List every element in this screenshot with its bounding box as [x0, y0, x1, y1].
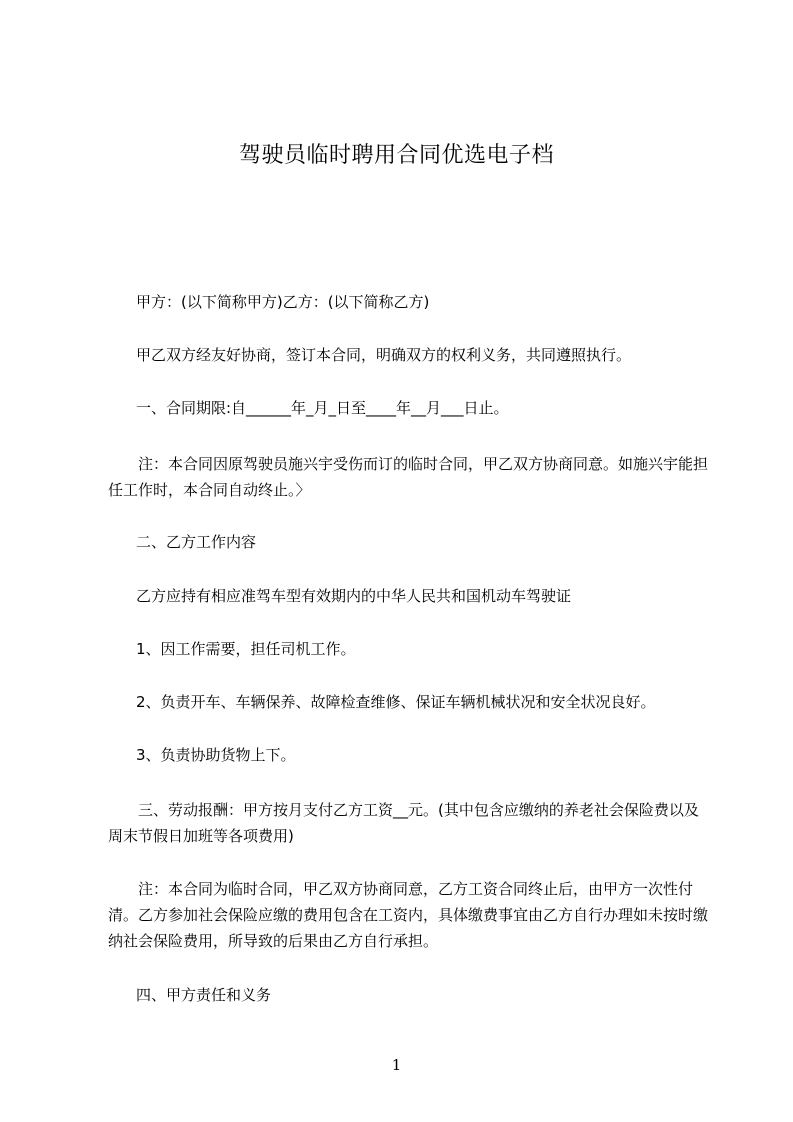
heading-work-content: 二、乙方工作内容: [136, 533, 257, 551]
document-title: 驾驶员临时聘用合同优选电子档: [238, 143, 554, 168]
paragraph-license: 乙方应持有相应准驾车型有效期内的中华人民共和国机动车驾驶证: [136, 587, 572, 605]
paragraph-remuneration-note: 注：本合同为临时合同，甲乙双方协商同意，乙方工资合同终止后，由甲方一次性付清。乙方参加社会保险应缴的费用包含在工资内，具体缴费事宜由乙方自行办理如未按时缴纳社会保险费用，所导致的后果由乙方自行承担。: [108, 880, 709, 950]
page-number: 1: [391, 1056, 402, 1074]
paragraph-parties: 甲方：(以下简称甲方)乙方：(以下简称乙方): [136, 293, 430, 311]
heading-party-a-duties: 四、甲方责任和义务: [136, 986, 272, 1004]
paragraph-contract-term: 一、合同期限:自______年_月_日至____年__月___日止。: [136, 399, 509, 417]
list-item-duty-2: 2、负责开车、车辆保养、故障检查维修、保证车辆机械状况和安全状况良好。: [136, 693, 656, 711]
paragraph-term-note: 注：本合同因原驾驶员施兴宇受伤而订的临时合同，甲乙双方协商同意。如施兴宇能担任工作时，本合同自动终止。〉: [108, 455, 709, 499]
paragraph-agreement: 甲乙双方经友好协商，签订本合同，明确双方的权利义务，共同遵照执行。: [136, 346, 632, 364]
list-item-duty-1: 1、因工作需要，担任司机工作。: [136, 640, 356, 658]
paragraph-remuneration: 三、劳动报酬：甲方按月支付乙方工资__元。(其中包含应缴纳的养老社会保险费以及周末节假日加班等各项费用): [108, 801, 699, 845]
list-item-duty-3: 3、负责协助货物上下。: [136, 746, 296, 764]
